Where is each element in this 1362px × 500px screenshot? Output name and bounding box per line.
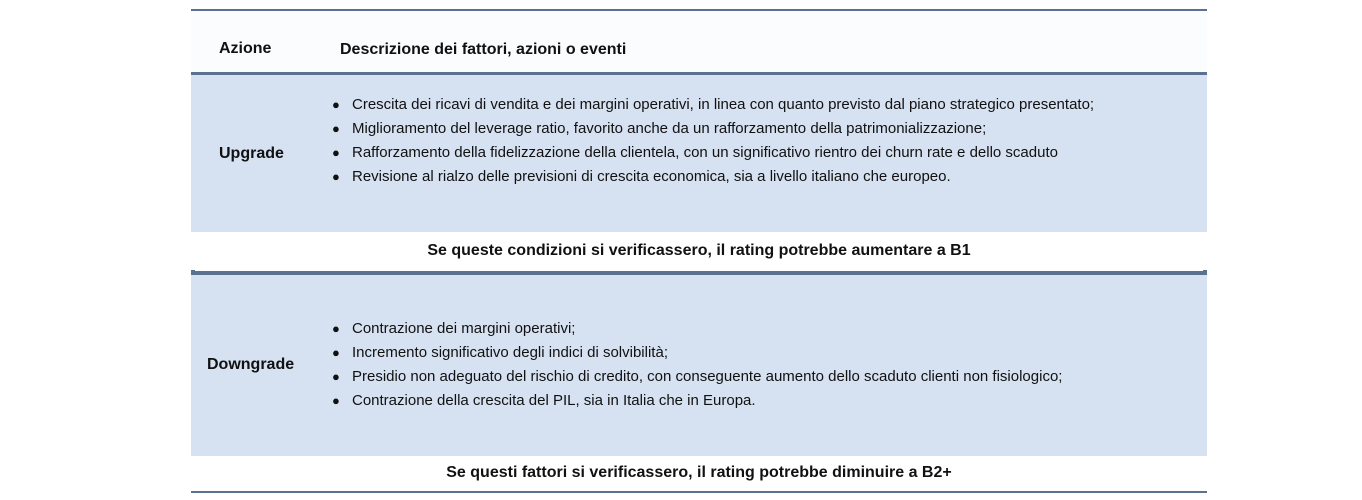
bullet-icon: ● xyxy=(332,145,340,160)
list-item: ● Presidio non adeguato del rischio di credito, con conseguente aumento dello scaduto clienti non fisiologico; xyxy=(331,365,1191,389)
list-item: ● Contrazione dei margini operativi; xyxy=(331,317,1191,341)
bullet-icon: ● xyxy=(332,345,340,360)
header-description: Descrizione dei fattori, azioni o eventi xyxy=(340,41,627,58)
bullet-icon: ● xyxy=(332,321,340,336)
bullet-icon: ● xyxy=(332,121,340,136)
upgrade-summary: Se queste condizioni si verificassero, il rating potrebbe aumentare a B1 xyxy=(191,232,1207,271)
list-item: ● Miglioramento del leverage ratio, favorito anche da un rafforzamento della patrimonializzazione; xyxy=(331,117,1191,141)
table-header xyxy=(191,11,1207,72)
downgrade-list xyxy=(331,317,1191,413)
downgrade-summary: Se questi fattori si verificassero, il rating potrebbe diminuire a B2+ xyxy=(191,456,1207,491)
list-item: ● Crescita dei ricavi di vendita e dei margini operativi, in linea con quanto previsto dal piano strategico presentato; xyxy=(331,93,1191,117)
bullet-icon: ● xyxy=(332,97,340,112)
bottom-rule xyxy=(191,491,1207,493)
bullet-icon: ● xyxy=(332,393,340,408)
downgrade-label: Downgrade xyxy=(207,356,295,373)
bullet-icon: ● xyxy=(332,369,340,384)
upgrade-label: Upgrade xyxy=(219,145,284,162)
list-item: ● Revisione al rialzo delle previsioni di crescita economica, sia a livello italiano che europeo. xyxy=(331,165,1191,189)
upgrade-list xyxy=(331,93,1191,189)
list-item: ● Rafforzamento della fidelizzazione della clientela, con un significativo rientro dei churn rate e dello scaduto xyxy=(331,141,1191,165)
list-item: ● Contrazione della crescita del PIL, sia in Italia che in Europa. xyxy=(331,389,1191,413)
rating-scenario-table xyxy=(191,9,1207,493)
bullet-icon: ● xyxy=(332,169,340,184)
list-item: ● Incremento significativo degli indici di solvibilità; xyxy=(331,341,1191,365)
header-action: Azione xyxy=(219,40,272,57)
